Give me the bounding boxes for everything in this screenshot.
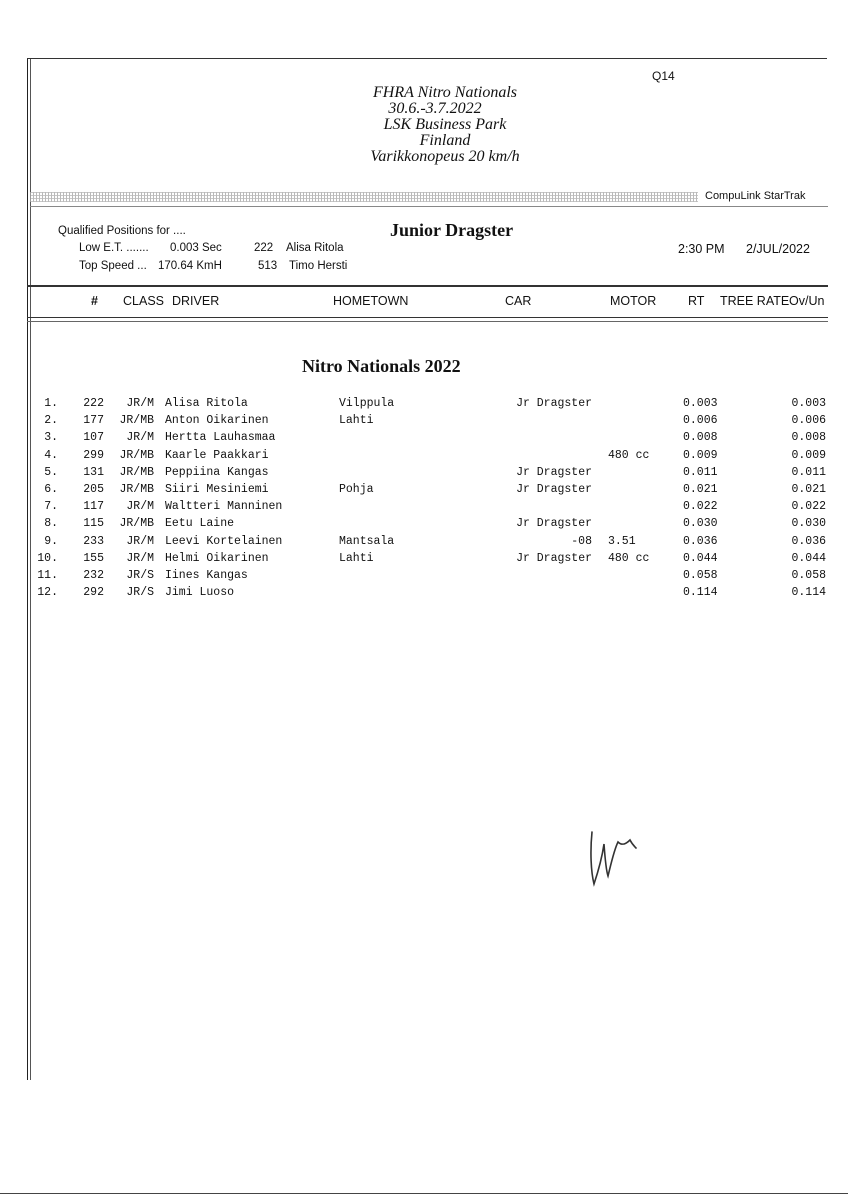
row-hometown: Vilppula: [339, 397, 395, 410]
row-driver: Kaarle Paakkari: [165, 448, 269, 462]
table-row: [0, 414, 848, 431]
col-hometown: HOMETOWN: [333, 294, 409, 308]
row-class: JR/MB: [119, 465, 154, 479]
pit-speed: Varikkonopeus 20 km/h: [370, 148, 520, 165]
row-position: 3.: [44, 431, 58, 445]
row-ovun: 0.009: [791, 448, 826, 462]
event-header: [300, 85, 590, 165]
row-rt: 0.011: [683, 465, 718, 479]
row-ovun: 0.058: [791, 569, 826, 582]
table-row: [0, 552, 848, 569]
col-driver: DRIVER: [172, 294, 220, 308]
section-title: Nitro Nationals 2022: [302, 356, 461, 376]
row-motor: 480 cc: [608, 448, 650, 462]
table-row: [0, 535, 848, 552]
row-position: 2.: [44, 414, 58, 428]
row-driver: Iines Kangas: [165, 569, 248, 582]
row-ovun: 0.003: [791, 397, 826, 410]
row-ovun: 0.114: [791, 586, 826, 600]
row-class: JR/MB: [119, 448, 154, 462]
top-speed-number: 513: [258, 260, 278, 272]
row-rt: 0.114: [683, 586, 718, 600]
row-rt: 0.044: [683, 551, 718, 565]
row-car-number: 131: [83, 465, 104, 479]
row-position: 6.: [44, 483, 58, 496]
row-car-number: 117: [83, 500, 104, 514]
row-class: JR/MB: [119, 414, 154, 428]
row-car: Jr Dragster: [516, 483, 592, 496]
table-row: [0, 569, 848, 586]
row-driver: Peppiina Kangas: [165, 465, 269, 479]
row-car: Jr Dragster: [516, 465, 592, 479]
row-position: 8.: [44, 517, 58, 531]
row-rt: 0.003: [683, 397, 718, 410]
table-row: [0, 449, 848, 466]
col-tree-rate: TREE RATE: [720, 294, 790, 308]
report-date: 2/JUL/2022: [746, 242, 810, 256]
event-title: FHRA Nitro Nationals: [372, 84, 517, 101]
row-driver: Anton Oikarinen: [165, 414, 269, 428]
table-row: [0, 586, 848, 603]
row-car-number: 233: [83, 534, 104, 548]
row-driver: Hertta Lauhasmaa: [165, 431, 276, 445]
row-driver: Leevi Kortelainen: [165, 534, 283, 548]
table-row: [0, 431, 848, 448]
row-driver: Alisa Ritola: [165, 397, 248, 410]
report-time: 2:30 PM: [678, 242, 725, 256]
event-venue: LSK Business Park: [383, 116, 507, 133]
col-rt: RT: [688, 294, 705, 308]
low-et-value: 0.003 Sec: [170, 242, 222, 254]
top-speed-driver: Timo Hersti: [289, 260, 348, 272]
row-ovun: 0.030: [791, 517, 826, 531]
row-position: 5.: [44, 465, 58, 479]
row-driver: Jimi Luoso: [165, 586, 235, 600]
low-et-label: Low E.T. .......: [79, 242, 149, 254]
row-driver: Eetu Laine: [165, 517, 235, 531]
row-driver: Siiri Mesiniemi: [165, 483, 269, 496]
row-car-number: 107: [83, 431, 104, 445]
low-et-driver: Alisa Ritola: [286, 242, 344, 254]
row-motor: 480 cc: [608, 551, 650, 565]
page-bottom-rule: [0, 1193, 848, 1194]
row-driver: Waltteri Manninen: [165, 500, 283, 514]
table-row: [0, 517, 848, 534]
column-header-rule-1: [27, 317, 828, 318]
top-speed-label: Top Speed ...: [79, 260, 147, 272]
row-class: JR/MB: [119, 517, 154, 531]
row-hometown: Mantsala: [339, 534, 395, 548]
row-rt: 0.036: [683, 534, 718, 548]
column-header-top-rule: [27, 285, 828, 287]
row-rt: 0.030: [683, 517, 718, 531]
row-car-number: 222: [83, 397, 104, 410]
top-speed-value: 170.64 KmH: [158, 260, 222, 272]
row-rt: 0.058: [683, 569, 718, 582]
column-header-rule-2: [27, 321, 828, 322]
row-position: 10.: [37, 551, 58, 565]
row-car-number: 299: [83, 448, 104, 462]
class-title: Junior Dragster: [390, 220, 514, 240]
qualified-label: Qualified Positions for ....: [58, 225, 186, 237]
row-position: 9.: [44, 534, 58, 548]
row-hometown: Lahti: [339, 551, 374, 565]
row-class: JR/S: [126, 569, 154, 582]
row-rt: 0.008: [683, 431, 718, 445]
row-car-number: 155: [83, 551, 104, 565]
row-rt: 0.021: [683, 483, 718, 496]
hatched-band: [30, 192, 698, 202]
row-car: Jr Dragster: [516, 397, 592, 410]
row-hometown: Pohja: [339, 483, 374, 496]
row-car: Jr Dragster: [516, 551, 592, 565]
row-hometown: Lahti: [339, 414, 374, 428]
row-ovun: 0.022: [791, 500, 826, 514]
event-country: Finland: [419, 132, 471, 149]
row-class: JR/M: [126, 551, 154, 565]
row-position: 12.: [37, 586, 58, 600]
top-border-line: [27, 58, 827, 59]
row-ovun: 0.008: [791, 431, 826, 445]
handwritten-signature: [580, 822, 650, 892]
row-class: JR/M: [126, 534, 154, 548]
row-position: 4.: [44, 448, 58, 462]
row-ovun: 0.044: [791, 551, 826, 565]
col-car: CAR: [505, 294, 532, 308]
row-ovun: 0.036: [791, 534, 826, 548]
col-motor: MOTOR: [610, 294, 657, 308]
table-row: [0, 397, 848, 414]
row-motor: 3.51: [608, 534, 636, 548]
row-car: -08: [571, 534, 592, 548]
col-num: #: [91, 294, 98, 308]
row-ovun: 0.021: [791, 483, 826, 496]
col-class: CLASS: [123, 294, 164, 308]
table-row: [0, 500, 848, 517]
row-class: JR/S: [126, 586, 154, 600]
header-divider: [30, 206, 828, 207]
row-ovun: 0.006: [791, 414, 826, 428]
row-car-number: 232: [83, 569, 104, 582]
row-class: JR/M: [126, 397, 154, 410]
system-name: CompuLink StarTrak: [705, 190, 806, 202]
row-class: JR/MB: [119, 483, 154, 496]
table-row: [0, 483, 848, 500]
row-rt: 0.022: [683, 500, 718, 514]
row-car-number: 115: [83, 517, 104, 531]
row-rt: 0.009: [683, 448, 718, 462]
row-car-number: 292: [83, 586, 104, 600]
row-ovun: 0.011: [791, 465, 826, 479]
col-ovun: Ov/Un: [789, 294, 825, 308]
row-driver: Helmi Oikarinen: [165, 551, 269, 565]
page-code: Q14: [652, 69, 675, 83]
low-et-number: 222: [254, 242, 274, 254]
row-car-number: 177: [83, 414, 104, 428]
row-car: Jr Dragster: [516, 517, 592, 531]
row-class: JR/M: [126, 431, 154, 445]
row-car-number: 205: [83, 483, 104, 496]
row-class: JR/M: [126, 500, 154, 514]
table-row: [0, 466, 848, 483]
row-rt: 0.006: [683, 414, 718, 428]
event-dates: 30.6.-3.7.2022: [388, 100, 482, 117]
row-position: 7.: [44, 500, 58, 514]
row-position: 1.: [44, 397, 58, 410]
row-position: 11.: [37, 569, 58, 582]
